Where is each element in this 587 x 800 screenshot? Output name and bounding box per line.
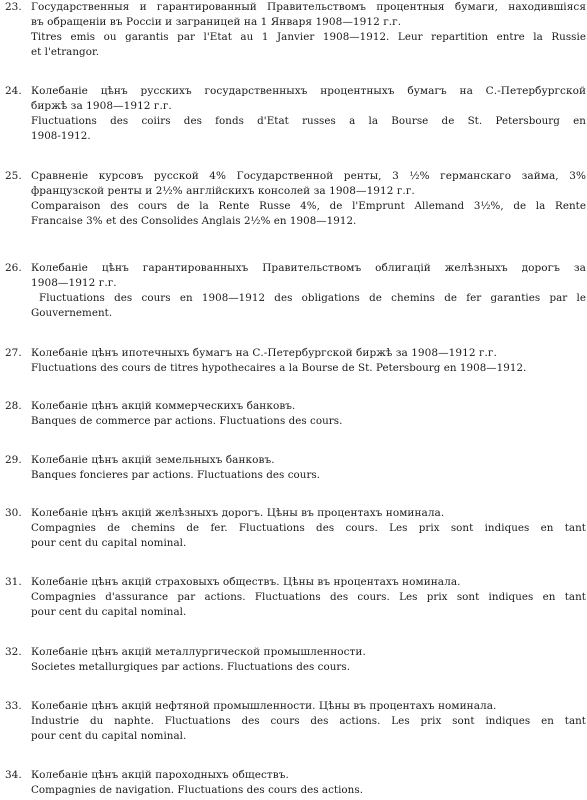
entry-line-ru: Колебанiе цѣнъ акцiй нефтяной промышленности. Цѣны въ процентахъ номинала.: [31, 700, 497, 712]
entry-number: 32.: [5, 646, 22, 658]
entry-number: 31.: [5, 576, 22, 588]
entry-text: [31, 768, 586, 798]
entry-line-ru: Колебанiе цѣнъ акцiй коммерческихъ банковъ.: [31, 400, 296, 412]
entry-line-fr: 1908-1912.: [31, 130, 91, 142]
entry-text: [31, 346, 586, 376]
entry-line-fr: pour cent du capital nominal.: [31, 730, 187, 742]
entry-number: 33.: [5, 700, 22, 712]
entry-line-fr: Banques de commerce par actions. Fluctuations des cours.: [31, 415, 343, 427]
entry-line-ru: Государственныя и гарантированный Правительствомъ процентныя бумаги, находившiяся: [31, 1, 586, 13]
entry-number: 27.: [5, 347, 22, 359]
entry-text: [31, 506, 586, 551]
entry-line-ru: Колебанiе цѣнъ акцiй металлургической промышленности.: [31, 646, 366, 658]
entry-line-fr: Comparaison des cours de la Rente Russe 4%, de l'Emprunt Allemand 3½%, de la Rente: [31, 200, 586, 212]
entry-line-fr: et l'etrangor.: [31, 46, 100, 58]
entry-number: 30.: [5, 507, 22, 519]
entry-text: [31, 645, 586, 675]
entry-number: 28.: [5, 400, 22, 412]
entry-text: [31, 575, 586, 620]
entry-line-fr: Industrie du naphte. Fluctuations des cours des actions. Les prix sont indiques en tant: [31, 715, 586, 727]
entry-line-fr: Francaise 3% et des Consolides Anglais 2½% en 1908—1912.: [31, 215, 357, 227]
entry-line-fr: Fluctuations des coiirs des fonds d'Etat russes a la Bourse de St. Petersbourg en: [31, 115, 586, 127]
entry-number: 25.: [5, 170, 22, 182]
entry-line-fr: pour cent du capital nominal.: [31, 606, 187, 618]
entry-line-fr: Compagnies d'assurance par actions. Fluctuations des cours. Les prix sont indiques en tant: [31, 591, 586, 603]
entry-text: [31, 169, 586, 229]
entry-line-fr: Compagnies de navigation. Fluctuations des cours des actions.: [31, 784, 364, 796]
entry-line-fr: Gouvernement.: [31, 307, 113, 319]
entry-text: [31, 399, 586, 429]
entry-line-ru: Колебанiе цѣнъ гарантированныхъ Правительствомъ облигацiй желѣзныхъ дорогъ за: [31, 262, 586, 274]
entry-line-ru: Колебанiе цѣнъ акцiй желѣзныхъ дорогъ. Цѣны въ процентахъ номинала.: [31, 507, 445, 519]
entry-line-ru: Колебанiе цѣнъ акцiй страховыхъ обществъ. Цѣны въ нроцентахъ номинала.: [31, 576, 461, 588]
entry-text: [31, 261, 586, 321]
entry-line-fr: Compagnies de chemins de fer. Fluctuations des cours. Les prix sont indiques en tant: [31, 522, 586, 534]
entry-line-ru: 1908—1912 г.г.: [31, 277, 117, 289]
entry-line-ru: Колебанiе цѣнъ акцiй пароходныхъ обществъ.: [31, 769, 289, 781]
entry-number: 34.: [5, 769, 22, 781]
entry-line-ru: французской ренты и 2½% англiйскихъ консолей за 1908—1912 г.г.: [31, 185, 415, 197]
entry-line-fr: Societes metallurgiques par actions. Fluctuations des cours.: [31, 661, 351, 673]
entry-line-ru: Сравненiе курсовъ русской 4% Государственной ренты, 3 ½% германскаго займа, 3%: [31, 170, 586, 182]
entry-text: [31, 699, 586, 744]
entry-number: 24.: [5, 85, 22, 97]
entry-line-fr: Fluctuations des cours de titres hypothecaires a la Bourse de St. Petersbourg en 1908—1912.: [31, 362, 527, 374]
entry-line-fr: Titres emis ou garantis par l'Etat au 1 Janvier 1908—1912. Leur repartition entre la Russie: [31, 31, 586, 43]
entry-number: 26.: [5, 262, 22, 274]
entry-line-ru: Колебанiе цѣнъ русскихъ государственныхъ нроцентныхъ бумагъ на С.-Петербургской: [31, 85, 586, 97]
entry-text: [31, 453, 586, 483]
entry-line-fr: Fluctuations des cours en 1908—1912 des obligations de chemins de fer garanties par le: [39, 292, 586, 304]
entry-line-ru: въ обращенiи въ Россiи и заграницей на 1 Января 1908—1912 г.г.: [31, 16, 402, 28]
entry-line-fr: pour cent du capital nominal.: [31, 537, 187, 549]
entry-line-fr: Banques foncieres par actions. Fluctuations des cours.: [31, 469, 321, 481]
entry-number: 29.: [5, 454, 22, 466]
entry-text: [31, 0, 586, 60]
entry-text: [31, 84, 586, 144]
entry-line-ru: биржѣ за 1908—1912 г.г.: [31, 100, 172, 112]
entry-number: 23.: [5, 1, 22, 13]
entry-line-ru: Колебанiе цѣнъ акцiй земельныхъ банковъ.: [31, 454, 275, 466]
entry-line-ru: Колебанiе цѣнъ ипотечныхъ бумагъ на С.-Петербургской биржѣ за 1908—1912 г.г.: [31, 347, 497, 359]
